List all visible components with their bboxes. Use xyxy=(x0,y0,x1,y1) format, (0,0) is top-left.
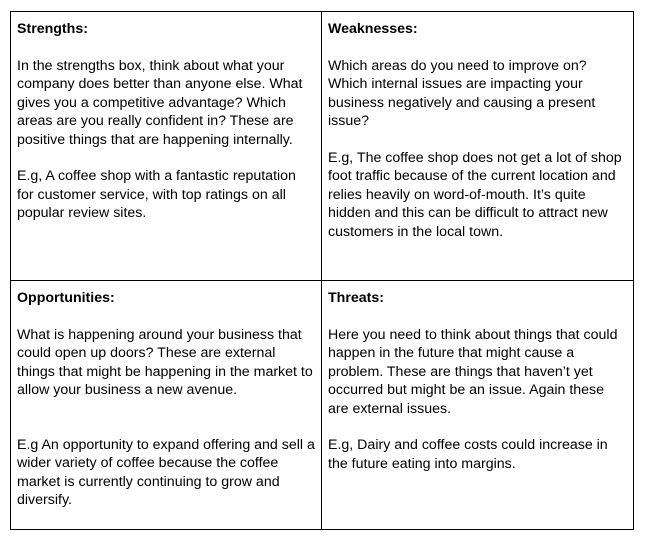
threats-heading: Threats: xyxy=(328,290,384,306)
opportunities-cell xyxy=(11,281,322,530)
opportunities-example: E.g An opportunity to expand offering and sell a wider variety of coffee because the coffee market is currently continuing to grow and diversify. xyxy=(17,436,315,508)
strengths-cell xyxy=(11,12,322,281)
weaknesses-cell xyxy=(322,12,634,281)
weaknesses-description: Which areas do you need to improve on? Which internal issues are impacting your business negatively and causing a present issue? xyxy=(328,57,596,129)
swot-row-internal xyxy=(11,12,634,281)
weaknesses-heading: Weaknesses: xyxy=(328,21,418,37)
strengths-example: E.g, A coffee shop with a fantastic reputation for customer service, with top ratings on all popular review sites. xyxy=(17,168,296,221)
opportunities-description: What is happening around your business that could open up doors? These are external things that might be happening in the market to allow your business a new avenue. xyxy=(17,326,313,398)
swot-table xyxy=(10,11,634,530)
threats-description: Here you need to think about things that could happen in the future that might cause a problem. These are things that haven’t yet occurred but might be an issue. Again these are external issues. xyxy=(328,326,618,417)
swot-row-external xyxy=(11,281,634,530)
opportunities-heading: Opportunities: xyxy=(17,290,115,306)
strengths-description: In the strengths box, think about what your company does better than anyone else. What gives you a competitive advantage? Which areas are you really confident in? These are positive things that are happening internally. xyxy=(17,57,303,148)
threats-cell xyxy=(322,281,634,530)
weaknesses-example: E.g, The coffee shop does not get a lot of shop foot traffic because of the current location and relies heavily on word-of-mouth. It’s quite hidden and this can be difficult to attract new customers in the local town. xyxy=(328,149,622,240)
strengths-heading: Strengths: xyxy=(17,21,88,37)
threats-example: E.g, Dairy and coffee costs could increase in the future eating into margins. xyxy=(328,437,608,472)
